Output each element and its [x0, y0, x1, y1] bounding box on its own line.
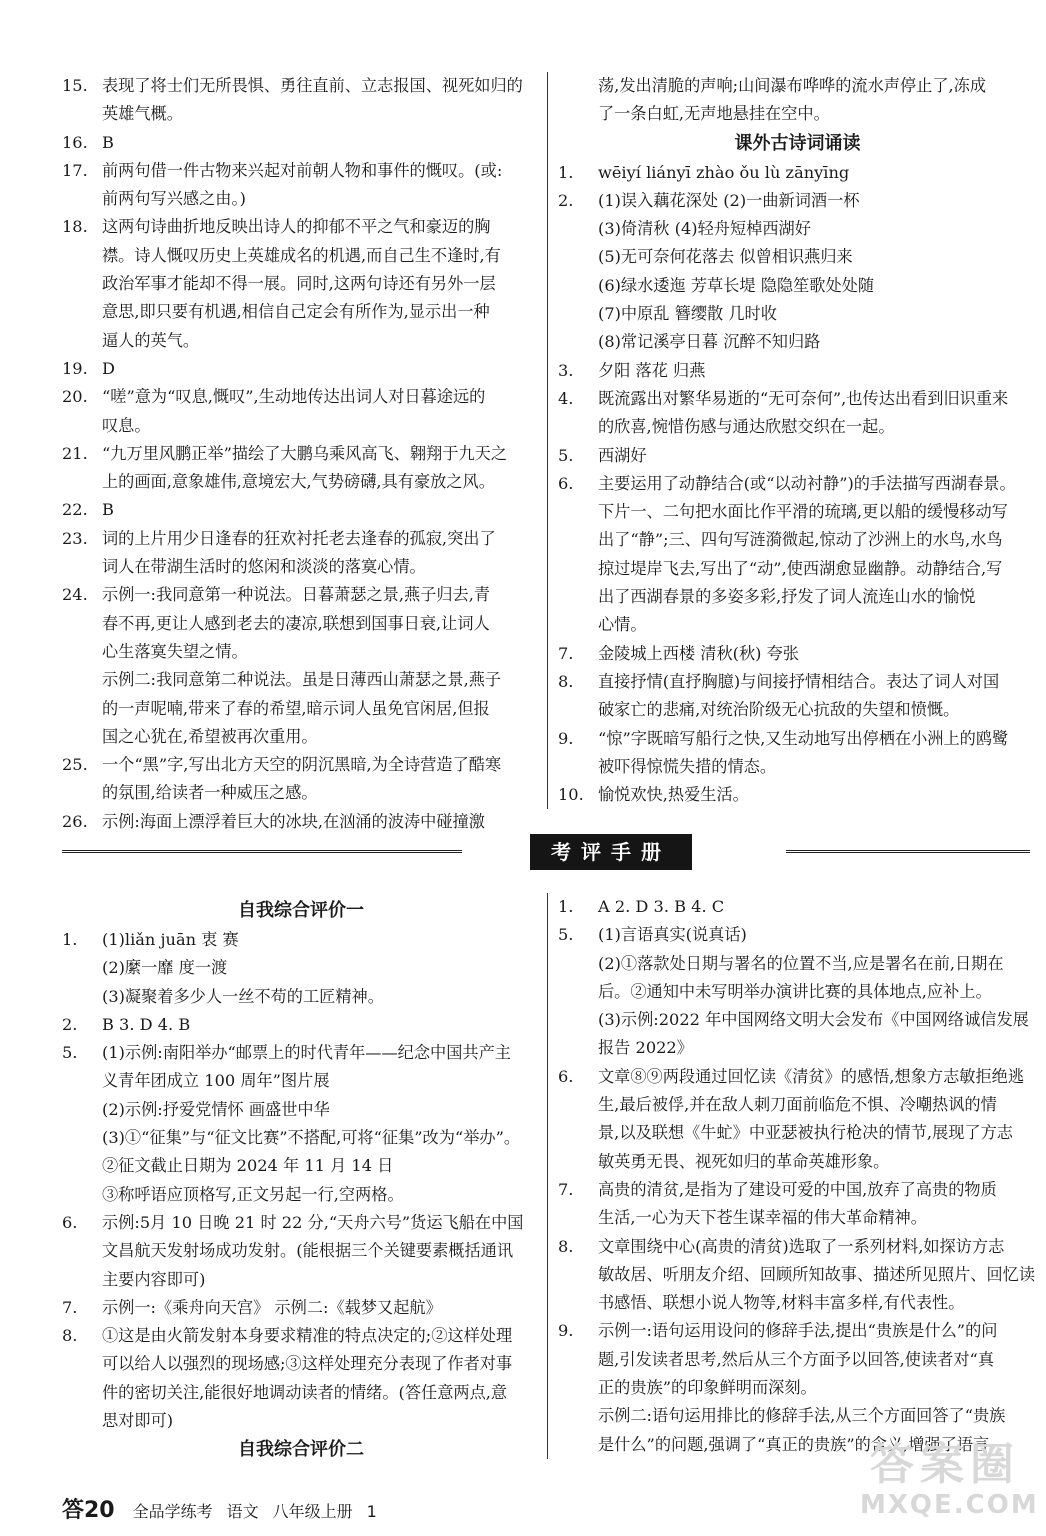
- answer-line: [62, 581, 540, 609]
- answer-line-continued: [62, 666, 540, 694]
- answer-text: 表现了将士们无所畏惧、勇往直前、立志报国、视死如归的: [102, 76, 523, 95]
- answer-text: 西湖好: [598, 445, 647, 465]
- answer-item: [62, 383, 540, 440]
- answer-text: 心生落寞失望之情。: [102, 641, 248, 661]
- answer-line-continued: [558, 950, 1037, 978]
- answer-text: 英雄气概。: [102, 104, 183, 124]
- answer-line-continued: [558, 1289, 1037, 1317]
- answer-text: 一个“黑”字,写出北方天空的阴沉黑暗,为全诗营造了酷寒: [102, 755, 502, 775]
- answer-number: 3.: [558, 360, 574, 380]
- answer-line: [558, 893, 1037, 921]
- answer-text: 政治军事才能却不得一展。同时,这两句诗还有另外一层: [102, 274, 496, 294]
- answer-text: 前两句写兴感之由。): [102, 189, 246, 209]
- answer-number: 5.: [558, 925, 574, 945]
- answer-line: [558, 1233, 1037, 1261]
- answer-item: [558, 640, 1037, 668]
- answer-text: 这两句诗曲折地反映出诗人的抑郁不平之气和豪迈的胸: [102, 217, 491, 237]
- answer-text: 被吓得惊慌失措的情态。: [598, 756, 777, 776]
- answer-item: [558, 159, 1037, 187]
- answer-text: (3)倚清秋 (4)轻舟短棹西湖好: [598, 219, 811, 239]
- answer-number: 1.: [558, 162, 574, 182]
- answer-text: 既流露出对繁华易逝的“无可奈何”,也传达出看到旧识重来: [598, 388, 1009, 408]
- answer-item: [62, 1209, 540, 1294]
- answer-line-continued: 荡,发出清脆的声响;山间瀑布哗哗的流水声停止了,冻成: [598, 76, 987, 95]
- answer-number: 20.: [62, 387, 88, 407]
- answer-text: (7)中原乱 簪缨散 几时收: [598, 304, 777, 324]
- answer-line-continued: [62, 1152, 540, 1180]
- answer-number: 9.: [558, 1321, 574, 1341]
- continued-answer-26: [558, 72, 1037, 129]
- answer-text: A 2. D 3. B 4. C: [598, 897, 725, 916]
- answer-number: 9.: [558, 728, 574, 748]
- answer-item: [558, 668, 1037, 725]
- page-number: 答20: [62, 1498, 115, 1523]
- section-title-self-eval-1: 自我综合评价一: [238, 900, 364, 921]
- answer-text: ①这是由火箭发射本身要求精准的特点决定的;②这样处理: [102, 1326, 513, 1346]
- answer-line: [558, 385, 1037, 413]
- answer-text: (2)示例:抒爱党情怀 画盛世中华: [102, 1099, 330, 1119]
- answer-line-continued: [62, 983, 540, 1011]
- answer-number: 1.: [62, 930, 78, 949]
- answer-text: 破家亡的悲痛,对统治阶级无心抗敌的失望和愤慨。: [598, 700, 960, 720]
- watermark-text: 答案圈: [870, 1439, 1020, 1490]
- answer-text: (3)示例:2022 年中国网络文明大会发布《中国网络诚信发展: [598, 1010, 1029, 1030]
- answer-text: 可以给人以强烈的现场感;③这样处理充分表现了作者对事: [102, 1354, 513, 1374]
- answer-line-continued: [62, 1096, 540, 1124]
- answer-text: 上的画面,意象雄伟,意境宏大,气势磅礴,具有豪放之风。: [102, 472, 495, 492]
- answer-number: 18.: [62, 217, 88, 237]
- answer-text: 直接抒情(直抒胸臆)与间接抒情相结合。表达了词人对国: [598, 671, 1000, 691]
- answer-text: B: [102, 500, 114, 520]
- answer-text: (3)①“征集”与“征文比赛”不搭配,可将“征集”改为“举办”。: [102, 1128, 521, 1148]
- answers-column-top-right: [547, 72, 1037, 809]
- answer-line: [558, 159, 1037, 187]
- answer-text: 示例:海面上漂浮着巨大的冰块,在汹涌的波涛中碰撞激: [102, 811, 485, 831]
- answer-line-continued: [62, 553, 540, 581]
- answer-text: 下片一、二句把水面比作平滑的琉璃,更以船的缓慢移动写: [598, 502, 1008, 522]
- answer-line: [558, 668, 1037, 696]
- answer-line-continued: [558, 498, 1037, 526]
- volume-label: 1: [366, 1502, 377, 1521]
- answer-number: 5.: [62, 1043, 78, 1063]
- answer-line: [62, 496, 540, 524]
- answer-text: ②征文截止日期为 2024 年 11 月 14 日: [102, 1156, 394, 1176]
- answer-line-continued: 了一条白虹,无声地悬挂在空中。: [598, 104, 830, 124]
- answer-line-continued: [558, 1374, 1037, 1402]
- answer-text: 的一声呢喃,带来了春的希望,暗示词人虽免官闲居,但报: [102, 698, 490, 718]
- answer-text: 是什么”的问题,强调了“真正的贵族”的含义,增强了语言: [598, 1434, 990, 1454]
- answer-item: [62, 355, 540, 383]
- answer-text: 敏故居、听朋友介绍、回顾所知故事、描述所见照片、回忆读: [598, 1264, 1036, 1284]
- answer-item: [62, 525, 540, 582]
- answer-number: 26.: [62, 811, 88, 831]
- extra-poems-answers: [558, 159, 1037, 810]
- answer-line-continued: [558, 978, 1037, 1006]
- answer-text: D: [102, 358, 115, 378]
- answer-text: 文章⑧⑨两段通过回忆读《清贫》的感悟,想象方志敏拒绝逃: [598, 1066, 1025, 1086]
- answer-text: 题,引发读者思考,然后从三个方面予以回答,使读者对“真: [598, 1349, 995, 1369]
- answer-text: “九万里风鹏正举”描绘了大鹏乌乘风高飞、翱翔于九天之: [102, 443, 508, 463]
- answer-line-continued: [62, 1266, 540, 1294]
- section-divider: [62, 834, 1030, 870]
- answer-line-continued: [558, 526, 1037, 554]
- answer-text: (1)示例:南阳举办“邮票上的时代青年——纪念中国共产主: [102, 1043, 511, 1063]
- answer-text: 出了西湖春景的多姿多彩,抒发了词人流连山水的愉悦: [598, 587, 976, 607]
- answer-item: [62, 808, 540, 836]
- answer-number: 6.: [62, 1212, 78, 1232]
- answer-number: 4.: [558, 388, 574, 408]
- answer-number: 17.: [62, 160, 88, 180]
- answer-line-continued: [558, 1261, 1037, 1289]
- answer-line-continued: [62, 723, 540, 751]
- answer-line-continued: [62, 412, 540, 440]
- answer-line-continued: [558, 243, 1037, 271]
- answer-line-continued: [558, 583, 1037, 611]
- answer-line: [62, 213, 540, 241]
- answer-item: [62, 72, 540, 129]
- answer-text: 词的上片用少日逢春的狂欢衬托老去逢春的孤寂,突出了: [102, 528, 496, 548]
- answer-item: [62, 751, 540, 808]
- answer-text: “嗟”意为“叹息,慨叹”,生动地传达出词人对日暮途远的: [102, 387, 486, 407]
- answer-number: 6.: [558, 473, 574, 493]
- answer-text: 春不再,更让人感到老去的凄凉,联想到国事日衰,让词人: [102, 613, 490, 633]
- answer-line: [558, 187, 1037, 215]
- answer-line: [558, 470, 1037, 498]
- answer-item: [62, 1011, 540, 1039]
- answer-line: [558, 442, 1037, 470]
- answer-line-continued: [62, 185, 540, 213]
- answer-text: wēiyí liányī zhào ǒu lù zānyīng: [598, 162, 850, 182]
- answer-line-continued: [558, 328, 1037, 356]
- answer-line-continued: [558, 696, 1037, 724]
- answer-text: (2)縻一靡 度一渡: [102, 958, 228, 978]
- answer-line-continued: [62, 298, 540, 326]
- answer-line-continued: [558, 1006, 1037, 1034]
- answer-text: 示例一:《乘舟向天宫》 示例二:《载梦又起航》: [102, 1297, 442, 1317]
- answer-line-continued: [62, 610, 540, 638]
- answer-item: [62, 1322, 540, 1435]
- answer-line-continued: [62, 695, 540, 723]
- answer-item: [62, 213, 540, 354]
- answer-item: [558, 442, 1037, 470]
- answer-item: [62, 157, 540, 214]
- answer-number: 1.: [558, 897, 574, 916]
- answer-line: [558, 921, 1037, 949]
- answer-number: 8.: [558, 1236, 574, 1256]
- answer-line-continued: [558, 300, 1037, 328]
- answer-line: [558, 357, 1037, 385]
- answer-text: 思对即可): [102, 1411, 174, 1431]
- answer-line-continued: [62, 1407, 540, 1435]
- book-title: 全品学练考: [132, 1502, 213, 1521]
- answer-item: [558, 385, 1037, 442]
- answer-line-continued: [558, 1034, 1037, 1062]
- answer-number: 2.: [62, 1014, 78, 1034]
- answer-line-continued: [62, 779, 540, 807]
- divider-line-left: [62, 850, 462, 853]
- answer-text: 掠过堤岸飞去,写出了“动”,使西湖愈显幽静。动静结合,写: [598, 558, 1003, 578]
- answer-number: 21.: [62, 443, 88, 463]
- answer-line-continued: [558, 1346, 1037, 1374]
- answer-item: [558, 1063, 1037, 1176]
- answer-text: 生活,一心为天下苍生谋幸福的伟大革命精神。: [598, 1208, 927, 1228]
- answer-line-continued: [62, 270, 540, 298]
- answer-line: [62, 525, 540, 553]
- answer-item: [558, 357, 1037, 385]
- answer-line: [62, 440, 540, 468]
- answers-column-bottom-right: [547, 893, 1037, 1459]
- answer-line: [558, 1317, 1037, 1345]
- answer-line-continued: [558, 1091, 1037, 1119]
- answer-line: [62, 1039, 540, 1067]
- answer-number: 23.: [62, 528, 88, 548]
- answer-line-continued: [62, 242, 540, 270]
- answer-text: 愉悦欢快,热爱生活。: [598, 785, 749, 805]
- answer-item: [558, 187, 1037, 357]
- answer-number: 25.: [62, 755, 88, 775]
- answer-number: 10.: [558, 785, 584, 805]
- answer-line-continued: [62, 100, 540, 128]
- answer-text: 书感悟、联想小说人物等,材料丰富多样,有代表性。: [598, 1293, 965, 1313]
- answer-item: [62, 496, 540, 524]
- answer-line: [62, 1209, 540, 1237]
- answer-item: [62, 1039, 540, 1209]
- answer-number: 6.: [558, 1066, 574, 1086]
- answer-line-continued: [558, 215, 1037, 243]
- answer-text: 出了“静”;三、四句写涟漪微起,惊动了沙洲上的水鸟,水鸟: [598, 530, 1003, 550]
- answer-number: 8.: [62, 1326, 78, 1346]
- answer-text: 叹息。: [102, 415, 151, 435]
- section-title-self-eval-2: 自我综合评价二: [238, 1439, 364, 1461]
- answer-line: [558, 781, 1037, 809]
- answer-text: 意思,即只要有机遇,相信自己定会有所作为,显示出一种: [102, 302, 490, 322]
- answer-text: 正的贵族”的印象鲜明而深刻。: [598, 1378, 817, 1398]
- answer-item: [62, 440, 540, 497]
- answer-number: 8.: [558, 671, 574, 691]
- answer-text: (3)凝聚着多少人一丝不苟的工匠精神。: [102, 986, 384, 1006]
- answer-line: [62, 926, 540, 954]
- divider-line-right: [786, 850, 1030, 853]
- answer-text: 襟。诗人慨叹历史上英雄成名的机遇,而自己生不逢时,有: [102, 245, 501, 265]
- answer-text: 金陵城上西楼 清秋(秋) 夸张: [598, 643, 799, 663]
- answer-text: 文章围绕中心(高贵的清贫)选取了一系列材料,如探访方志: [598, 1236, 1005, 1256]
- answer-item: [558, 921, 1037, 1062]
- answer-text: (2)①落款处日期与署名的位置不当,应是署名在前,日期在: [598, 953, 1004, 973]
- answer-line-continued: [558, 272, 1037, 300]
- answer-text: 主要运用了动静结合(或“以动衬静”)的手法描写西湖春景。: [598, 473, 1016, 493]
- answer-text: 敏英勇无畏、视死如归的革命英雄形象。: [598, 1151, 890, 1171]
- answer-line: [62, 751, 540, 779]
- answer-item: [558, 725, 1037, 782]
- answer-number: 24.: [62, 585, 88, 605]
- section-banner: 考评手册: [530, 834, 692, 870]
- answer-line: [62, 1322, 540, 1350]
- answer-line-continued: [558, 1119, 1037, 1147]
- answer-line: [62, 808, 540, 836]
- answer-line: [62, 72, 540, 100]
- answer-text: 件的密切关注,能很好地调动读者的情绪。(答任意两点,意: [102, 1382, 508, 1402]
- answer-text: 词人在带湖生活时的悠闲和淡淡的落寞心情。: [102, 557, 426, 577]
- answers-column-bottom-left: [62, 896, 540, 1465]
- answer-item: [62, 129, 540, 157]
- answer-line: [62, 129, 540, 157]
- answer-number: 7.: [62, 1297, 78, 1317]
- answer-line-continued: [558, 1402, 1037, 1430]
- answer-text: 夕阳 落花 归燕: [598, 360, 706, 380]
- watermark-logo: [860, 1439, 1039, 1530]
- answer-text: ③称呼语应顶格写,正文另起一行,空两格。: [102, 1184, 404, 1204]
- answer-line: [62, 355, 540, 383]
- answer-line: [62, 1294, 540, 1322]
- answer-text: (8)常记溪亭日暮 沉醉不知归路: [598, 332, 821, 352]
- answer-line: [62, 157, 540, 185]
- answer-number: 22.: [62, 500, 88, 520]
- answer-item: [558, 1233, 1037, 1318]
- answer-line-continued: [558, 753, 1037, 781]
- answer-text: 国之心犹在,希望被再次重用。: [102, 726, 318, 746]
- answer-text: 义青年团成立 100 周年”图片展: [102, 1071, 330, 1091]
- answer-text: “惊”字既暗写船行之快,又生动地写出停栖在小洲上的鸥鹭: [598, 728, 1009, 748]
- answer-line-continued: [62, 1067, 540, 1095]
- answer-item: [558, 893, 1037, 921]
- answer-item: [62, 1294, 540, 1322]
- page-footer: [62, 1496, 391, 1527]
- watermark-url: MXQE.COM: [860, 1490, 1039, 1520]
- answer-text: (1)误入藕花深处 (2)一曲新词酒一杯: [598, 190, 860, 210]
- answer-text: 生,最后被俘,并在敌人刺刀面前临危不惧、冷嘲热讽的情: [598, 1095, 997, 1115]
- self-eval-1-answers: [62, 926, 540, 1435]
- answer-text: 景,以及联想《牛虻》中亚瑟被执行枪决的情节,展现了方志: [598, 1123, 1013, 1143]
- answer-number: 5.: [558, 445, 574, 465]
- answer-number: 16.: [62, 132, 88, 152]
- answer-item: [62, 581, 540, 751]
- answer-text: (1)言语真实(说真话): [598, 925, 747, 945]
- answer-text: 的氛围,给读者一种威压之感。: [102, 783, 318, 803]
- answer-text: 示例二:语句运用排比的修辞手法,从三个方面回答了“贵族: [598, 1406, 1006, 1426]
- answer-text: 文昌航天发射场成功发射。(能根据三个关键要素概括通讯: [102, 1241, 514, 1261]
- answer-item: [62, 926, 540, 1011]
- answer-text: (5)无可奈何花落去 似曾相识燕归来: [598, 247, 853, 267]
- answer-text: 的欣喜,惋惜伤感与通达欣慰交织在一起。: [598, 417, 895, 437]
- answer-number: 15.: [62, 76, 88, 95]
- answers-column-top-left: [62, 72, 540, 836]
- answer-item: [558, 470, 1037, 640]
- answer-item: [558, 781, 1037, 809]
- answer-number: 7.: [558, 1179, 574, 1199]
- answer-line-continued: [62, 1379, 540, 1407]
- answer-number: 19.: [62, 358, 88, 378]
- answer-text: 高贵的清贫,是指为了建设可爱的中国,放弃了高贵的物质: [598, 1179, 997, 1199]
- answer-line-continued: [558, 413, 1037, 441]
- answer-line-continued: [62, 468, 540, 496]
- answer-text: (1)liǎn juān 衷 赛: [102, 930, 239, 949]
- answer-line-continued: [62, 1124, 540, 1152]
- answer-number: 7.: [558, 643, 574, 663]
- answer-text: B: [102, 132, 114, 152]
- answer-text: 示例一:我同意第一种说法。日暮萧瑟之景,燕子归去,青: [102, 585, 491, 605]
- answer-text: 心情。: [598, 615, 647, 635]
- grade-label: 八年级上册: [272, 1502, 353, 1521]
- answer-text: B 3. D 4. B: [102, 1014, 191, 1034]
- answer-line-continued: [558, 1148, 1037, 1176]
- answer-line: [558, 725, 1037, 753]
- answer-line-continued: [62, 327, 540, 355]
- answer-line: [62, 1011, 540, 1039]
- answer-line: [62, 383, 540, 411]
- answer-line: [558, 1063, 1037, 1091]
- answer-text: 前两句借一件古物来兴起对前朝人物和事件的慨叹。(或:: [102, 160, 503, 180]
- answer-text: 后。②通知中未写明举办演讲比赛的具体地点,应补上。: [598, 981, 992, 1001]
- answer-line-continued: [62, 1181, 540, 1209]
- answer-item: [558, 1176, 1037, 1233]
- answer-line-continued: [558, 611, 1037, 639]
- section-title-extra-poems: 课外古诗词诵读: [734, 132, 861, 154]
- answer-line: [558, 640, 1037, 668]
- answer-line: [558, 1176, 1037, 1204]
- answer-text: (6)绿水逶迤 芳草长堤 隐隐笙歌处处随: [598, 275, 875, 295]
- answer-line-continued: [62, 1237, 540, 1265]
- answer-text: 示例:5月 10 日晚 21 时 22 分,“天舟六号”货运飞船在中国: [102, 1212, 524, 1232]
- answer-number: 2.: [558, 190, 574, 210]
- answer-line-continued: [558, 1204, 1037, 1232]
- answer-text: 报告 2022》: [598, 1038, 693, 1058]
- answer-line-continued: [62, 954, 540, 982]
- answer-text: 逼人的英气。: [102, 330, 200, 350]
- answer-line-continued: [62, 638, 540, 666]
- answer-item: [558, 1317, 1037, 1458]
- subject-label: 语文: [226, 1502, 259, 1521]
- answer-line-continued: [62, 1350, 540, 1378]
- answer-text: 主要内容即可): [102, 1269, 206, 1289]
- answer-text: 示例二:我同意第二种说法。虽是日薄西山萧瑟之景,燕子: [102, 670, 502, 690]
- answer-text: 示例一:语句运用设问的修辞手法,提出“贵族是什么”的问: [598, 1321, 998, 1341]
- answer-line-continued: [558, 555, 1037, 583]
- self-eval-2-answers: [558, 893, 1037, 1459]
